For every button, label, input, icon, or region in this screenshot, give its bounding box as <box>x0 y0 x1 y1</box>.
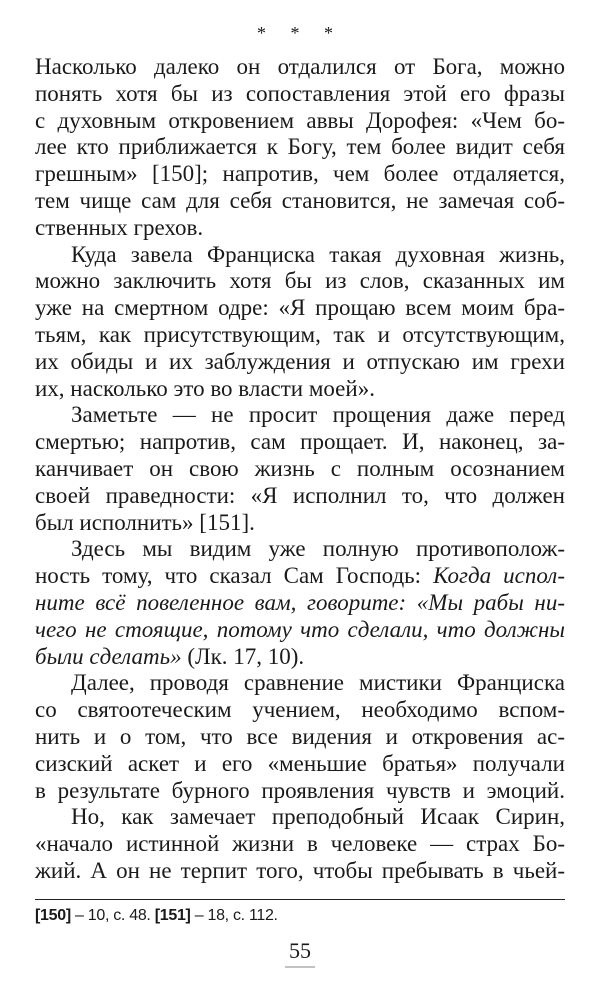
text-segment: со святоотеческим учением, необходимо вспом- <box>35 697 565 723</box>
text-line <box>35 108 565 135</box>
text-segment: канчивает он свою жизнь с полным осознанием <box>35 455 565 481</box>
text-line <box>35 510 565 537</box>
text-segment: уже на смертном одре: «Я прощаю всем моим бра- <box>35 295 565 321</box>
text-segment: ность тому, что сказал Сам Господь: <box>35 563 434 589</box>
text-line <box>35 617 565 644</box>
text-line <box>35 456 565 483</box>
text-segment: жий. А он не терпит того, чтобы пребывать в чьей- <box>35 857 565 883</box>
text-line <box>35 349 565 376</box>
text-line <box>35 322 565 349</box>
text-segment: грешным» [150]; напротив, чем более отдаляется, <box>35 161 565 187</box>
text-segment: тем чище сам для себя становится, не замечая соб- <box>35 187 565 213</box>
text-line <box>35 831 565 858</box>
text-segment: ственных грехов. <box>35 214 204 240</box>
text-line <box>35 81 565 108</box>
text-segment: своей праведности: «Я исполнил то, что должен <box>35 482 565 508</box>
text-segment: их обиды и их заблуждения и отпускаю им грехи <box>35 348 565 374</box>
text-segment: «начало истинной жизни в человеке — страх Бо- <box>35 831 565 857</box>
text-line <box>35 670 565 697</box>
text-segment: сизский аскет и его «меньшие братья» получали <box>35 750 565 776</box>
text-line <box>35 134 565 161</box>
text-line <box>35 644 565 671</box>
text-segment: был исполнить» [151]. <box>35 509 255 535</box>
section-separator: * * * <box>257 23 343 43</box>
footnote-text: – 18, с. 112. <box>190 906 278 924</box>
text-segment: Здесь мы видим уже полную противополож- <box>71 536 565 562</box>
text-line <box>35 161 565 188</box>
italic-quote: Когда испол- <box>433 563 565 589</box>
text-line <box>35 724 565 751</box>
text-segment: Заметьте — не просит прощения даже перед <box>71 402 565 428</box>
text-segment: в результате бурного проявления чувств и эмоций. <box>35 777 565 803</box>
text-line <box>35 188 565 215</box>
text-segment: тьям, как присутствующим, так и отсутствующим, <box>35 321 565 347</box>
italic-quote: ните всё повеленное вам, говорите: «Мы рабы ни- <box>35 589 565 615</box>
text-segment: Куда завела Франциска такая духовная жизнь, <box>71 241 565 267</box>
text-segment: Насколько далеко он отдалился от Бога, можно <box>35 54 565 79</box>
text-line <box>35 483 565 510</box>
italic-quote: были сделать» <box>35 643 182 669</box>
footnote-rule <box>35 899 565 900</box>
text-segment: их, насколько это во власти моей». <box>35 375 375 401</box>
footnote-text: – 10, с. 48. <box>70 906 155 924</box>
text-line <box>35 295 565 322</box>
text-segment: Но, как замечает преподобный Исаак Сирин, <box>71 804 565 830</box>
text-segment: нить и о том, что все видения и откровения ас- <box>35 723 565 749</box>
text-line <box>35 751 565 778</box>
text-line <box>35 804 565 831</box>
text-line <box>35 778 565 805</box>
text-line <box>35 590 565 617</box>
footnotes <box>35 906 565 926</box>
text-segment: лее кто приближается к Богу, тем более видит себя <box>35 134 565 160</box>
text-line <box>35 697 565 724</box>
text-segment: смертью; напротив, сам прощает. И, наконец, за- <box>35 429 565 455</box>
text-line <box>35 242 565 269</box>
text-line <box>35 215 565 242</box>
text-segment: с духовным откровением аввы Дорофея: «Чем бо- <box>35 107 565 133</box>
text-line <box>35 858 565 885</box>
text-segment: Далее, проводя сравнение мистики Франциска <box>71 670 565 696</box>
text-line <box>35 268 565 295</box>
text-segment: (Лк. 17, 10). <box>181 643 305 669</box>
text-line <box>35 376 565 403</box>
text-line <box>35 402 565 429</box>
text-line <box>35 563 565 590</box>
italic-quote: чего не стоящие, потому что сделали, что должны <box>35 616 565 642</box>
footnote-ref: [150] <box>35 906 71 924</box>
text-segment: понять хотя бы из сопоставления этой его фразы <box>35 80 565 106</box>
publisher-mark <box>285 966 315 968</box>
text-segment: можно заключить хотя бы из слов, сказанных им <box>35 268 565 294</box>
text-line <box>35 54 565 81</box>
page-number: 55 <box>289 937 311 963</box>
text-line <box>35 429 565 456</box>
text-line <box>35 536 565 563</box>
footnote-ref: [151] <box>154 906 191 924</box>
body-text <box>35 54 565 885</box>
